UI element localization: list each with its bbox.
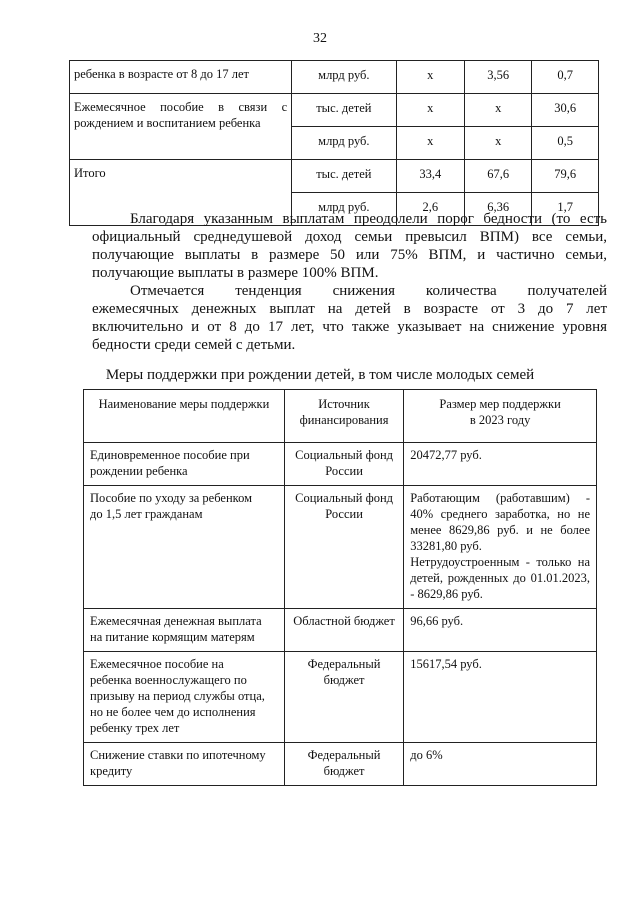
table-row [84, 652, 597, 743]
table-cell-value: х [396, 127, 464, 160]
cell-line: Снижение ставки по ипотечному [90, 748, 266, 762]
table-header-row [84, 390, 597, 443]
table-cell-value: х [465, 94, 532, 127]
cell-line: Социальный фонд [295, 491, 393, 505]
cell-line: Пособие по уходу за ребенком [90, 491, 253, 505]
cell-amount: 15617,54 руб. [404, 652, 597, 743]
header-line: Источник [318, 397, 370, 411]
cell-line: кредиту [90, 764, 133, 778]
table-cell-value: 30,6 [532, 94, 599, 127]
cell-line: ребенку трех лет [90, 721, 180, 735]
table-row [70, 61, 599, 94]
text-line: включительно и от 8 до 17 лет, что также указывает на снижение уровня [92, 319, 607, 335]
cell-line: - 8629,86 руб. [410, 587, 483, 601]
text-line: Отмечается тенденция снижения количества получателей [130, 283, 607, 299]
table-cell-name: ребенка в возрасте от 8 до 17 лет [70, 61, 292, 94]
table-row [70, 160, 599, 193]
table-cell-value: 3,56 [465, 61, 532, 94]
cell-line: Ежемесячное пособие в связи с [74, 100, 288, 114]
cell-line: 33281,80 руб. [410, 539, 482, 553]
cell-line: бюджет [323, 764, 365, 778]
cell-line: рождении ребенка [90, 464, 188, 478]
cell-line: менее 8629,86 руб. и не более [410, 523, 590, 537]
cell-line: бюджет [323, 673, 365, 687]
table-cell-unit: млрд руб. [292, 193, 396, 226]
cell-line: Социальный фонд [295, 448, 393, 462]
cell-line: на питание кормящим матерям [90, 630, 255, 644]
cell-amount: до 6% [404, 743, 597, 786]
table-cell-value: 6,36 [465, 193, 532, 226]
cell-line: Ежемесячное пособие на [90, 657, 224, 671]
cell-line: России [325, 507, 363, 521]
text-line: получающие выплаты в размере 100% ВПМ. [92, 265, 379, 281]
paragraph-trend [92, 282, 607, 354]
header-line: финансирования [299, 413, 389, 427]
table-cell-value: х [465, 127, 532, 160]
table-cell-value: 1,7 [532, 193, 599, 226]
cell-line: детей, рожденных до 01.01.2023, [410, 571, 590, 585]
table-cell-name: Итого [70, 160, 292, 226]
text-line: официальный среднедушевой доход семьи превысил ВПМ) все семьи, [92, 229, 607, 245]
cell-source [284, 743, 403, 786]
text-line: ежемесячных денежных выплат на детей в возрасте от 3 до 7 лет [92, 301, 607, 317]
table-cell-value: 0,5 [532, 127, 599, 160]
text-line: Благодаря указанным выплатам преодолели порог бедности (то есть [130, 211, 607, 227]
paragraph-poverty [92, 210, 607, 282]
table-cell-value: х [396, 94, 464, 127]
header-line: Размер мер поддержки [439, 397, 561, 411]
text-line: получающие выплаты в размере 50 или 75% ВПМ, и частично семьи, [92, 247, 607, 263]
cell-source: Областной бюджет [284, 609, 403, 652]
cell-line: но не более чем до исполнения [90, 705, 256, 719]
page-number: 32 [313, 31, 327, 46]
text-line: бедности среди семей с детьми. [92, 337, 296, 353]
cell-measure [84, 609, 285, 652]
cell-line: Федеральный [307, 748, 381, 762]
cell-source [284, 486, 403, 609]
table-cell-unit: млрд руб. [292, 61, 396, 94]
cell-measure [84, 443, 285, 486]
cell-source [284, 443, 403, 486]
table-cell-value: 79,6 [532, 160, 599, 193]
cell-amount: 96,66 руб. [404, 609, 597, 652]
table-row [84, 443, 597, 486]
cell-line: Единовременное пособие при [90, 448, 250, 462]
table-cell-value: 0,7 [532, 61, 599, 94]
cell-source [284, 652, 403, 743]
table-cell-name [70, 94, 292, 160]
cell-line: России [325, 464, 363, 478]
table-row [84, 743, 597, 786]
table-cell-value: 67,6 [465, 160, 532, 193]
cell-measure [84, 743, 285, 786]
table-row [84, 609, 597, 652]
cell-line: призыву на период службы отца, [90, 689, 265, 703]
cell-line: 40% среднего заработка, но не [410, 507, 590, 521]
cell-measure [84, 652, 285, 743]
cell-measure [84, 486, 285, 609]
table-cell-unit: млрд руб. [292, 127, 396, 160]
cell-line: до 1,5 лет гражданам [90, 507, 203, 521]
cell-amount [404, 486, 597, 609]
cell-line: рождением и воспитанием ребенка [74, 116, 261, 130]
table-caption: Меры поддержки при рождении детей, в том числе молодых семей [105, 367, 535, 383]
cell-line: ребенка военнослужащего по [90, 673, 247, 687]
cell-line: Федеральный [307, 657, 381, 671]
cell-line: Нетрудоустроенным - только на [410, 555, 590, 569]
table-cell-value: 33,4 [396, 160, 464, 193]
statistics-table [69, 60, 599, 226]
cell-amount: 20472,77 руб. [404, 443, 597, 486]
table-cell-value: 2,6 [396, 193, 464, 226]
table-cell-unit: тыс. детей [292, 160, 396, 193]
cell-line: Работающим (работавшим) - [410, 491, 590, 505]
table-cell-unit: тыс. детей [292, 94, 396, 127]
header-amount [404, 390, 597, 443]
table-row [84, 486, 597, 609]
cell-line: Ежемесячная денежная выплата [90, 614, 262, 628]
header-measure: Наименование меры поддержки [84, 390, 285, 443]
table-cell-value: х [396, 61, 464, 94]
table-row [70, 94, 599, 127]
header-line: в 2023 году [469, 413, 531, 427]
header-source [284, 390, 403, 443]
support-measures-table [83, 389, 597, 786]
